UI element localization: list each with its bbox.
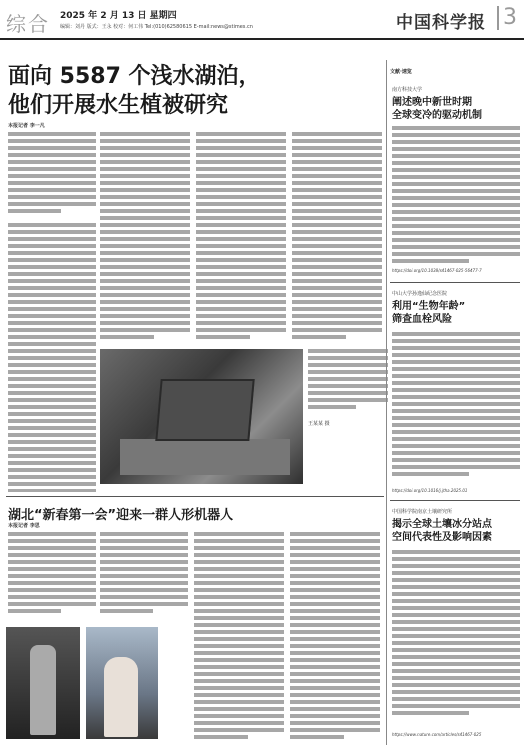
sidebar-item-2-institution: 中山大学孙逸仙纪念医院: [392, 291, 448, 297]
issue-date: 2025 年 2 月 13 日 星期四: [60, 11, 177, 21]
headline-line-1: 面向 5587 个浅水湖泊，: [8, 64, 261, 89]
article2-headline: 湖北“新春第一会”迎来一群人形机器人: [8, 508, 234, 523]
editor-info: 编辑：刘丹 版式：王永 校对：何工伟 Tel:(010)62580615 E-mail:news@stimes.cn: [60, 24, 253, 30]
article1-column-2: [100, 132, 190, 344]
sidebar-item-2-doi-link[interactable]: https://doi.org/10.1016/j.jtha.2025.01: [392, 488, 468, 493]
sidebar-item-2-title-line-1: 利用“生物年龄”: [392, 301, 466, 312]
masthead: [0, 0, 524, 40]
sidebar-item-2-title: [392, 300, 465, 326]
article2-column-4: [290, 532, 380, 742]
sidebar-item-3-title-line-1: 揭示全球土壤冰分站点: [392, 519, 492, 530]
photo-side-text: [308, 349, 388, 417]
sidebar-item-2-body: [392, 332, 520, 480]
article1-column-3: [196, 132, 286, 344]
newspaper-brand: 中国科学报: [396, 13, 486, 33]
sidebar-tag: 文献·速览: [390, 69, 412, 75]
sidebar-item-1-title-line-2: 全球变冷的驱动机制: [392, 110, 482, 121]
article2-column-3: [194, 532, 284, 742]
attendee-photo: [86, 627, 158, 739]
section-divider: [6, 496, 384, 497]
article1-byline: 本报记者 李一凡: [8, 123, 45, 129]
article2-column-2: [100, 532, 188, 622]
sidebar-item-3-doi-link[interactable]: https://www.nature.com/articles/s41467-025: [392, 732, 482, 737]
attendee-figure: [104, 657, 138, 737]
article1-photo-caption: 王某某 摄: [308, 421, 330, 427]
robot-photo: [6, 627, 80, 739]
sidebar-separator-2: [390, 500, 520, 501]
sidebar-item-3-body: [392, 550, 520, 722]
article1-column-4: [292, 132, 382, 344]
article2-column-1: [8, 532, 96, 622]
sidebar-item-3-title: [392, 518, 492, 544]
robot-figure: [30, 645, 56, 735]
sidebar-separator-1: [390, 282, 520, 283]
sidebar-item-1-title-line-1: 阐述晚中新世时期: [392, 97, 472, 108]
article2-byline: 本报记者 李思: [8, 523, 40, 529]
sidebar-item-3-institution: 中国科学院南京土壤研究所: [392, 509, 453, 515]
headline-line-2: 他们开展水生植被研究: [8, 93, 229, 118]
article1-photo: [100, 349, 303, 484]
sidebar-item-1-title: [392, 96, 482, 122]
section-name: 综合: [6, 12, 50, 36]
sidebar-item-2-title-line-2: 筛查血栓风险: [392, 314, 452, 325]
article1-column-1: [8, 132, 96, 492]
page-number: 3: [497, 6, 517, 30]
sidebar-item-1-doi-link[interactable]: https://doi.org/10.1038/s41467-025-56477-7: [392, 268, 482, 273]
main-headline: [8, 62, 378, 120]
sidebar-divider: [386, 60, 387, 745]
sidebar-item-1-institution: 南方科技大学: [392, 87, 423, 93]
sidebar-item-1-body: [392, 126, 520, 264]
sidebar-item-3-title-line-2: 空间代表性及影响因素: [392, 532, 492, 543]
